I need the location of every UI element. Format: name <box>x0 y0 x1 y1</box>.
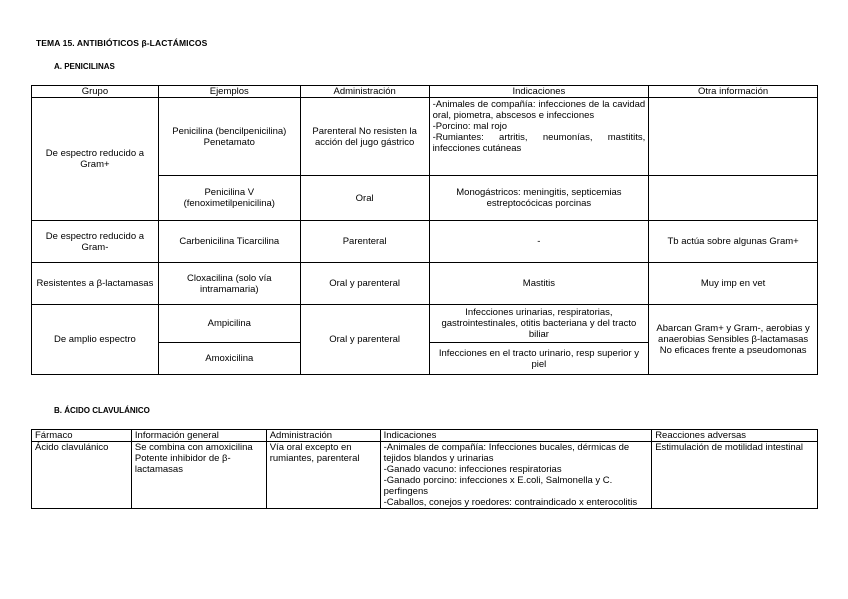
otra-info-cell: Abarcan Gram+ y Gram-, aerobias y anaerobias Sensibles β-lactamasas No eficaces frente a pseudomonas <box>649 305 818 375</box>
header-cell: Indicaciones <box>380 430 652 442</box>
info-line: Se combina con amoxicilina <box>134 442 253 453</box>
table-row <box>32 263 818 305</box>
header-cell: Información general <box>131 430 266 442</box>
indicaciones-cell: Monogástricos: meningitis, septicemias estreptocócicas porcinas <box>429 176 649 221</box>
ejemplos-cell: Amoxicilina <box>158 343 300 375</box>
header-cell: Reacciones adversas <box>652 430 818 442</box>
section-heading-penicilinas: A. PENICILINAS <box>54 62 115 71</box>
indicaciones-cell: Mastitis <box>429 263 649 305</box>
ejemplos-cell: Carbenicilina Ticarcilina <box>158 221 300 263</box>
grupo-cell: De espectro reducido a Gram- <box>32 221 159 263</box>
grupo-cell: De espectro reducido a Gram+ <box>32 98 159 221</box>
header-cell: Fármaco <box>32 430 132 442</box>
indicacion-line: -Porcino: mal rojo <box>432 121 508 132</box>
ejemplos-cell: Penicilina (bencilpenicilina) Penetamato <box>158 98 300 176</box>
otra-info-cell <box>649 176 818 221</box>
ejemplos-cell: Cloxacilina (solo vía intramamaria) <box>158 263 300 305</box>
ejemplos-cell: Ampicilina <box>158 305 300 343</box>
administracion-cell: Parenteral No resisten la acción del jugo gástrico <box>300 98 429 176</box>
otra-info-cell: Muy imp en vet <box>649 263 818 305</box>
grupo-cell: Resistentes a β-lactamasas <box>32 263 159 305</box>
indicacion-line: -Caballos, conejos y roedores: contraindicado x enterocolitis <box>383 497 638 508</box>
header-cell: Ejemplos <box>158 86 300 98</box>
penicilinas-table <box>31 85 818 375</box>
table-row <box>32 442 818 509</box>
indicacion-line: -Animales de compañía: Infecciones bucales, dérmicas de tejidos blandos y urinarias <box>383 442 630 464</box>
indicaciones-cell <box>429 98 649 176</box>
indicaciones-cell <box>380 442 652 509</box>
table-header-row <box>32 86 818 98</box>
administracion-cell: Vía oral excepto en rumiantes, parenteral <box>266 442 380 509</box>
header-cell: Indicaciones <box>429 86 649 98</box>
info-line: Potente inhibidor de β-lactamasas <box>134 453 231 475</box>
table-row <box>32 221 818 263</box>
indicacion-line: -Animales de compañía: infecciones de la cavidad oral, piometra, abscesos e infecciones <box>432 99 646 121</box>
header-cell: Administración <box>266 430 380 442</box>
administracion-cell: Oral y parenteral <box>300 263 429 305</box>
farmaco-cell: Ácido clavulánico <box>32 442 132 509</box>
acido-clavulanico-table <box>31 429 818 509</box>
indicaciones-cell: Infecciones en el tracto urinario, resp superior y piel <box>429 343 649 375</box>
header-cell: Otra información <box>649 86 818 98</box>
header-cell: Grupo <box>32 86 159 98</box>
indicaciones-cell: Infecciones urinarias, respiratorias, gastrointestinales, otitis bacteriana y del tracto biliar <box>429 305 649 343</box>
administracion-cell: Oral <box>300 176 429 221</box>
indicacion-line: -Ganado vacuno: infecciones respiratorias <box>383 464 562 475</box>
otra-info-cell <box>649 98 818 176</box>
section-heading-acido-clavulanico: B. ÁCIDO CLAVULÁNICO <box>54 406 150 415</box>
table-header-row <box>32 430 818 442</box>
page-title: TEMA 15. ANTIBIÓTICOS β-LACTÁMICOS <box>36 38 208 48</box>
indicaciones-cell: - <box>429 221 649 263</box>
indicacion-line: -Rumiantes: artritis, neumonías, mastitits, infecciones cutáneas <box>432 132 646 154</box>
administracion-cell: Oral y parenteral <box>300 305 429 375</box>
administracion-cell: Parenteral <box>300 221 429 263</box>
table-row <box>32 305 818 343</box>
ejemplos-cell: Penicilina V (fenoximetilpenicilina) <box>158 176 300 221</box>
header-cell: Administración <box>300 86 429 98</box>
grupo-cell: De amplio espectro <box>32 305 159 375</box>
reacciones-cell: Estimulación de motilidad intestinal <box>652 442 818 509</box>
indicacion-line: -Ganado porcino: infecciones x E.coli, Salmonella y C. perfingens <box>383 475 613 497</box>
otra-info-cell: Tb actúa sobre algunas Gram+ <box>649 221 818 263</box>
info-general-cell <box>131 442 266 509</box>
table-row <box>32 98 818 176</box>
